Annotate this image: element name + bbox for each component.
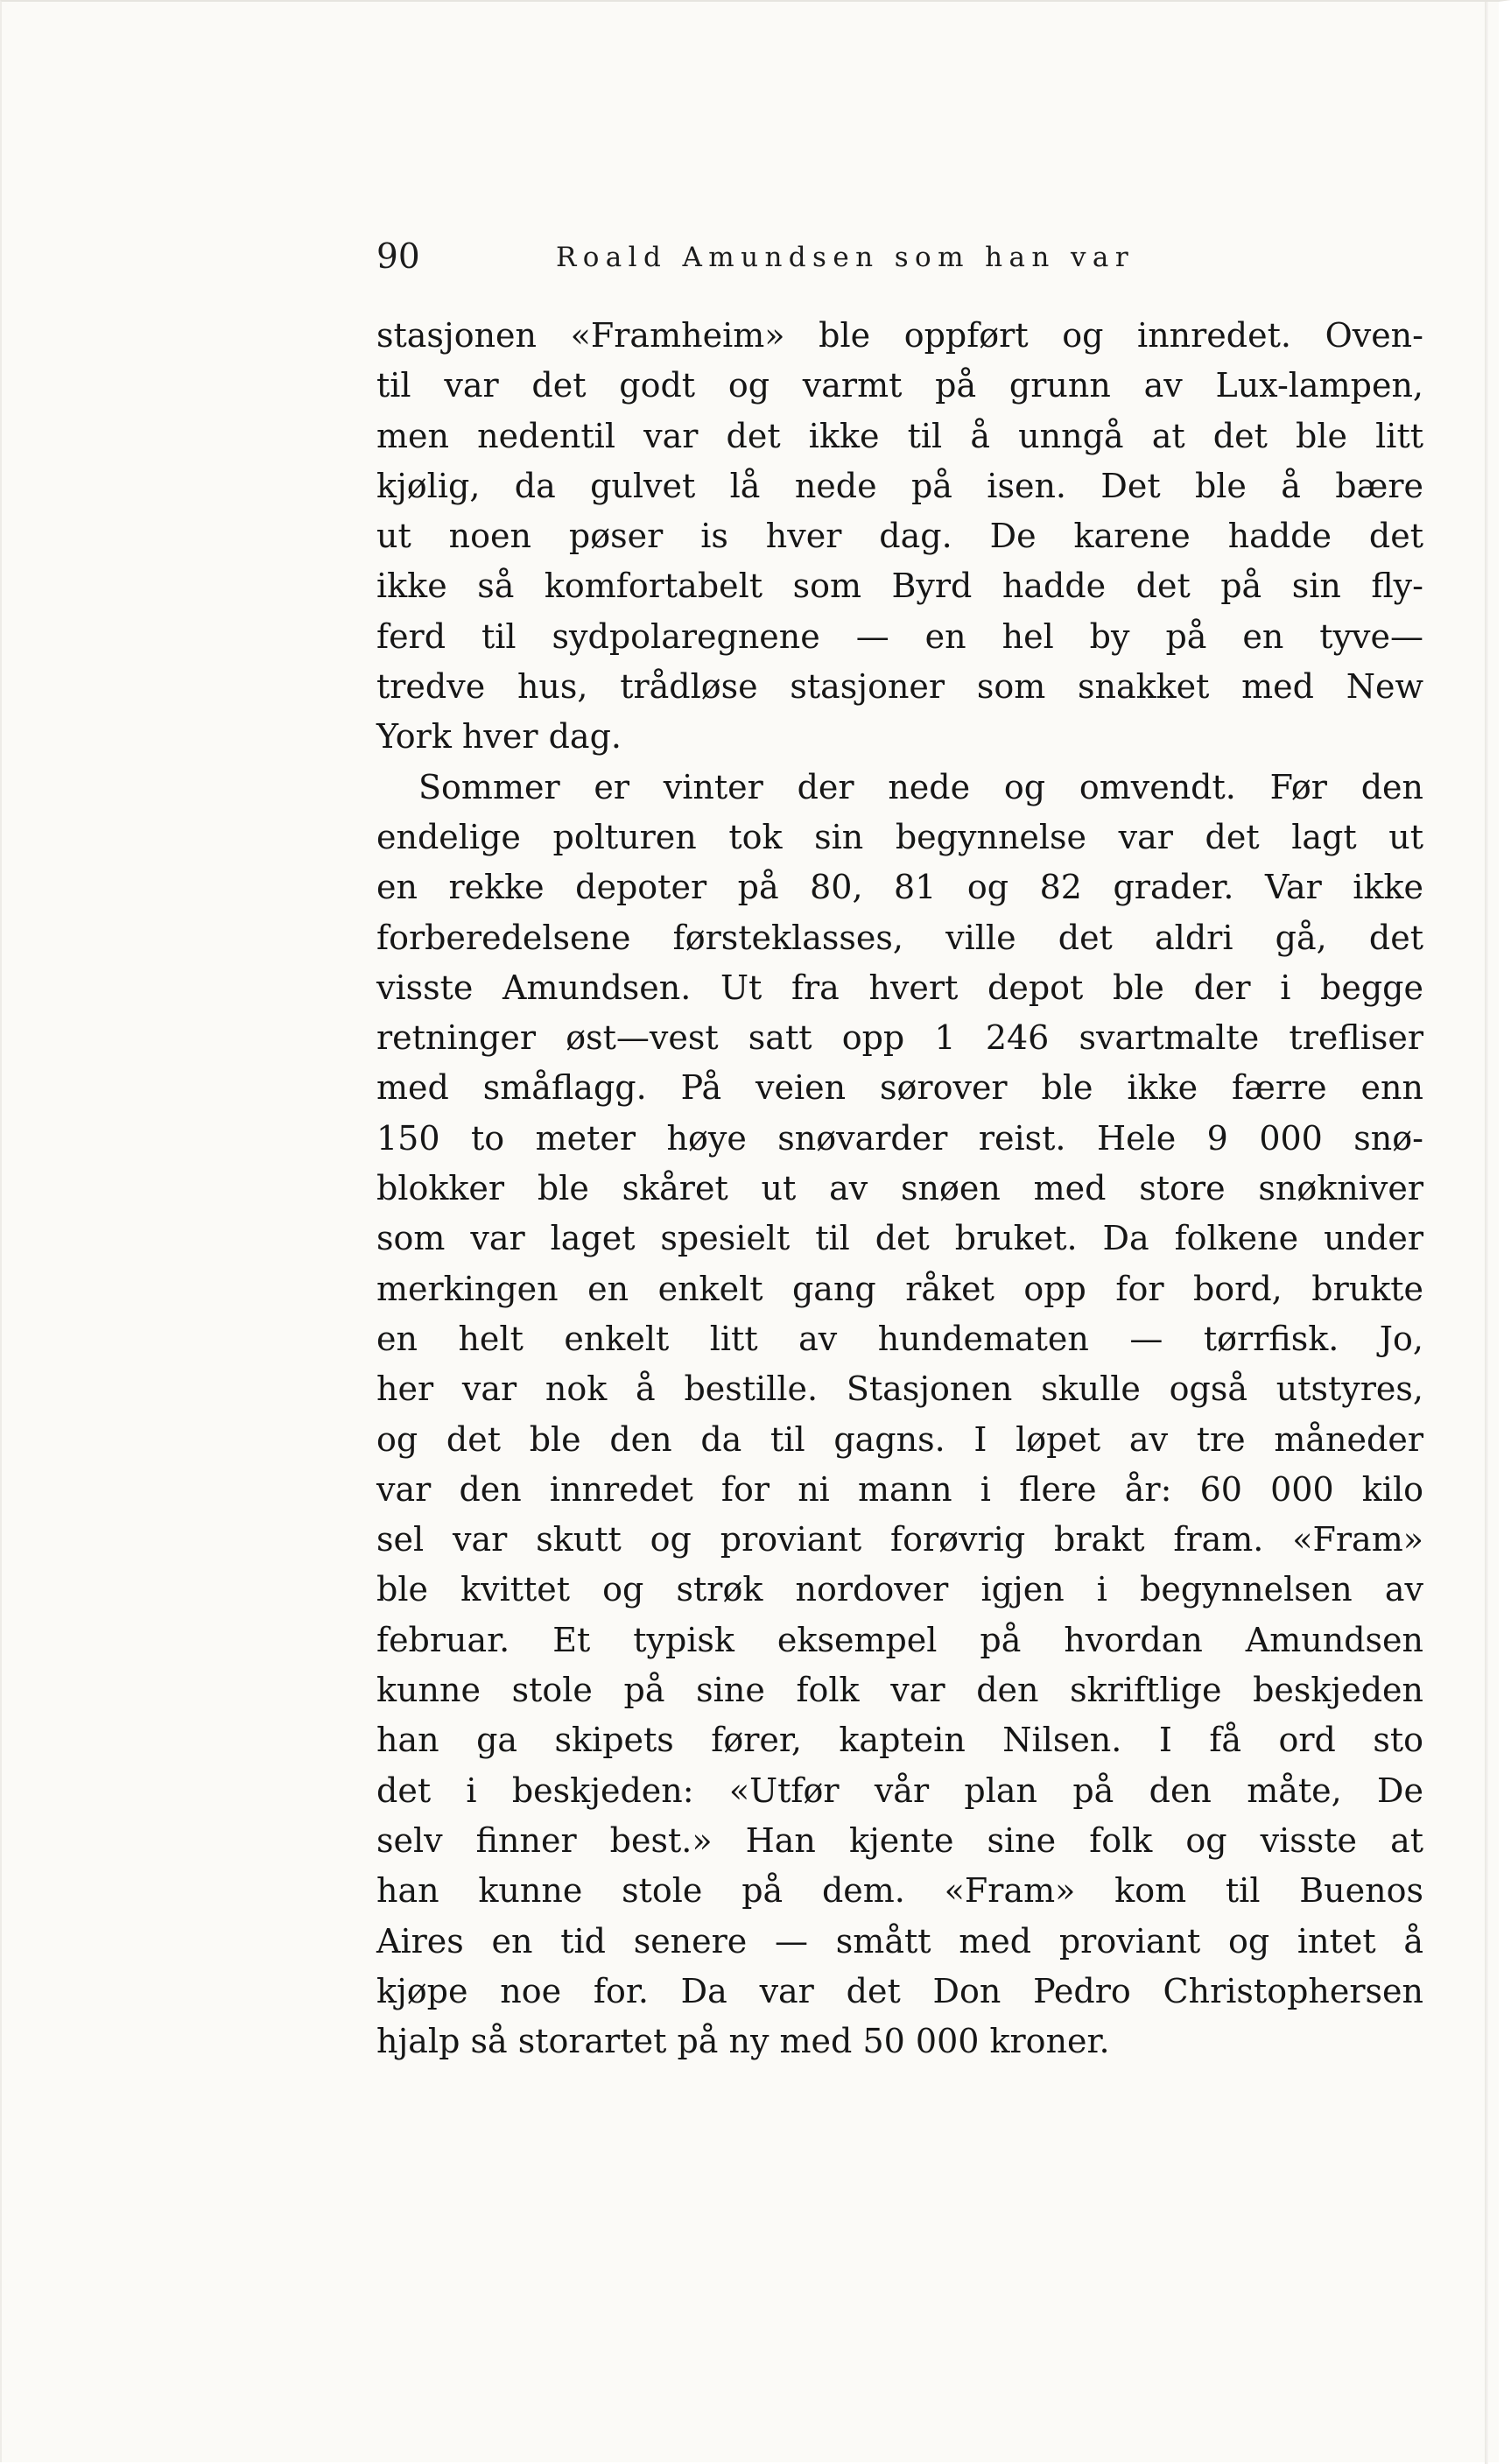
text-line: en helt enkelt litt av hundematen — tørrfisk. Jo, — [376, 1319, 1423, 1358]
running-title: Roald Amundsen som han var — [556, 242, 1135, 273]
text-line: selv finner best.» Han kjente sine folk og visste at — [376, 1820, 1423, 1860]
text-line: forberedelsene førsteklasses, ville det aldri gå, det — [376, 918, 1423, 957]
text-line: februar. Et typisk eksempel på hvordan Amundsen — [376, 1620, 1423, 1659]
text-line: visste Amundsen. Ut fra hvert depot ble der i begge — [376, 968, 1423, 1007]
text-line: og det ble den da til gagns. I løpet av tre måneder — [376, 1419, 1423, 1459]
paragraph — [376, 763, 1427, 2067]
text-line: en rekke depoter på 80, 81 og 82 grader. Var ikke — [376, 868, 1423, 907]
text-line: retninger øst—vest satt opp 1 246 svartmalte trefliser — [376, 1018, 1423, 1058]
text-line: ut noen pøser is hver dag. De karene hadde det — [376, 517, 1423, 556]
text-line: ble kvittet og strøk nordover igjen i begynnelsen av — [376, 1570, 1423, 1609]
text-line: stasjonen «Framheim» ble oppført og innredet. Oven- — [376, 316, 1423, 355]
text-line: tredve hus, trådløse stasjoner som snakket med New — [376, 667, 1423, 707]
text-line: Sommer er vinter der nede og omvendt. Før den — [418, 767, 1423, 806]
body-text — [376, 311, 1427, 2066]
text-line: endelige polturen tok sin begynnelse var det lagt ut — [376, 817, 1423, 856]
text-line: kjølig, da gulvet lå nede på isen. Det ble å bære — [376, 466, 1423, 505]
text-line: her var nok å bestille. Stasjonen skulle også utstyres, — [376, 1369, 1423, 1409]
text-line: men nedentil var det ikke til å unngå at det ble litt — [376, 416, 1423, 455]
text-line: han ga skipets fører, kaptein Nilsen. I få ord sto — [376, 1721, 1423, 1760]
page-header — [376, 231, 1252, 284]
text-line: til var det godt og varmt på grunn av Lux-lampen, — [376, 366, 1423, 405]
text-line: merkingen en enkelt gang råket opp for bord, brukte — [376, 1269, 1423, 1308]
paragraph — [376, 311, 1427, 763]
text-line: York hver dag. — [376, 717, 622, 757]
text-line: Aires en tid senere — smått med proviant og intet å — [376, 1921, 1423, 1961]
text-line: kjøpe noe for. Da var det Don Pedro Christophersen — [376, 1971, 1423, 2010]
text-line: som var laget spesielt til det bruket. Da folkene under — [376, 1219, 1423, 1258]
text-line: ferd til sydpolaregnene — en hel by på en tyve— — [376, 616, 1423, 656]
text-line: med småflagg. På veien sørover ble ikke færre enn — [376, 1068, 1423, 1108]
text-line: var den innredet for ni mann i flere år: 60 000 kilo — [376, 1469, 1423, 1509]
text-line: blokker ble skåret ut av snøen med store snøkniver — [376, 1169, 1423, 1208]
text-line: ikke så komfortabelt som Byrd hadde det på sin fly- — [376, 567, 1423, 606]
text-line: 150 to meter høye snøvarder reist. Hele 9 000 snø- — [376, 1118, 1423, 1158]
text-line: det i beskjeden: «Utfør vår plan på den måte, De — [376, 1771, 1423, 1810]
page-edge — [1485, 2, 1488, 2464]
text-line: han kunne stole på dem. «Fram» kom til Buenos — [376, 1871, 1423, 1911]
page-number: 90 — [376, 237, 420, 277]
text-line: kunne stole på sine folk var den skriftlige beskjeden — [376, 1671, 1423, 1710]
text-line: hjalp så storartet på ny med 50 000 kroner. — [376, 2022, 1110, 2061]
text-line: sel var skutt og proviant forøvrig brakt fram. «Fram» — [376, 1520, 1423, 1559]
